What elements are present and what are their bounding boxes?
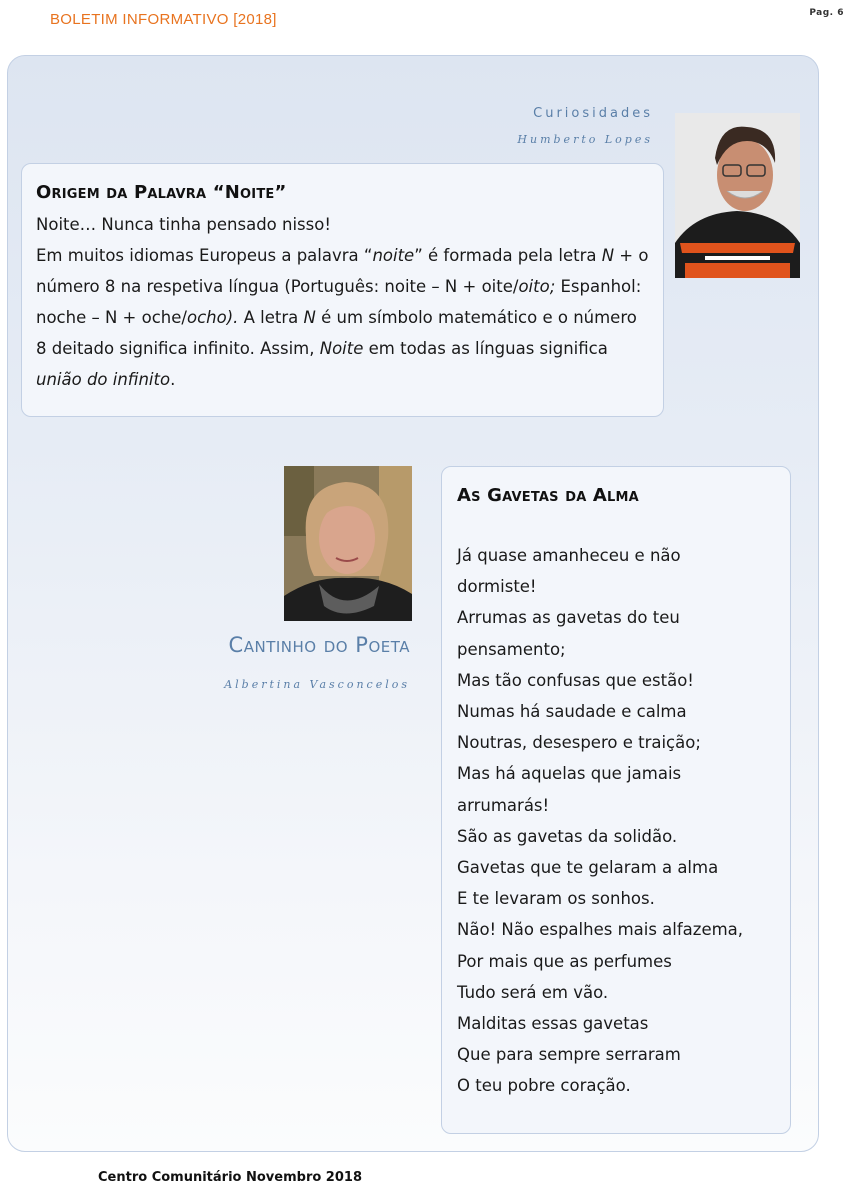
poem-line: Noutras, desespero e traição; <box>457 733 701 753</box>
author-photo-albertina <box>284 466 412 621</box>
poeta-section-title: Cantinho do Poeta <box>228 633 410 657</box>
poem-line: pensamento; <box>457 639 566 659</box>
poeta-author: Albertina Vasconcelos <box>224 678 410 691</box>
curiosidades-author: Humberto Lopes <box>517 133 653 146</box>
poem-line: Tudo será em vão. <box>457 982 609 1002</box>
poem-line: Malditas essas gavetas <box>457 1014 649 1034</box>
poem-line: Gavetas que te gelaram a alma <box>457 858 719 878</box>
portrait-woman-image <box>284 466 412 621</box>
poem-line: Não! Não espalhes mais alfazema, <box>457 920 744 940</box>
article-noite-paragraph-1: Noite… Nunca tinha pensado nisso! <box>36 215 331 234</box>
portrait-man-image <box>675 113 800 278</box>
poem-line: Numas há saudade e calma <box>457 702 687 722</box>
curiosidades-section-title: Curiosidades <box>533 106 653 121</box>
poem-line: Por mais que as perfumes <box>457 951 672 971</box>
page-number: Pag. 6 <box>809 8 844 18</box>
poem-title: As Gavetas da Alma <box>457 485 639 506</box>
poem-line: dormiste! <box>457 577 537 597</box>
poem-line: Mas há aquelas que jamais <box>457 764 682 784</box>
poem-line: Arrumas as gavetas do teu <box>457 608 680 628</box>
article-noite-paragraph-2: Em muitos idiomas Europeus a palavra “noite” é formada pela letra N + o número 8 na respetiva língua (Português: noite – N + oite/oito; Espanhol: noche – N + oche/ocho). A letra N é um símbolo matemático e o número 8 deitado significa infinito. Assim, Noite em todas as línguas significa união do infinito. <box>36 246 649 389</box>
poem-line: Que para sempre serraram <box>457 1045 681 1065</box>
poem-line: E te levaram os sonhos. <box>457 889 655 909</box>
poem-body <box>457 540 780 1102</box>
poem-line: São as gavetas da solidão. <box>457 826 678 846</box>
poem-line: Mas tão confusas que estão! <box>457 670 694 690</box>
author-photo-humberto <box>675 113 800 278</box>
article-noite-title: Origem da Palavra “Noite” <box>36 182 287 203</box>
poem-box <box>441 466 791 1134</box>
poem-line: Já quase amanheceu e não <box>457 546 681 565</box>
article-noite-box <box>21 163 664 417</box>
poem-line: O teu pobre coração. <box>457 1076 631 1096</box>
footer-text: Centro Comunitário Novembro 2018 <box>98 1170 362 1185</box>
article-noite-body <box>36 209 649 395</box>
newsletter-title: BOLETIM INFORMATIVO [2018] <box>50 11 277 28</box>
poem-line: arrumarás! <box>457 795 550 815</box>
